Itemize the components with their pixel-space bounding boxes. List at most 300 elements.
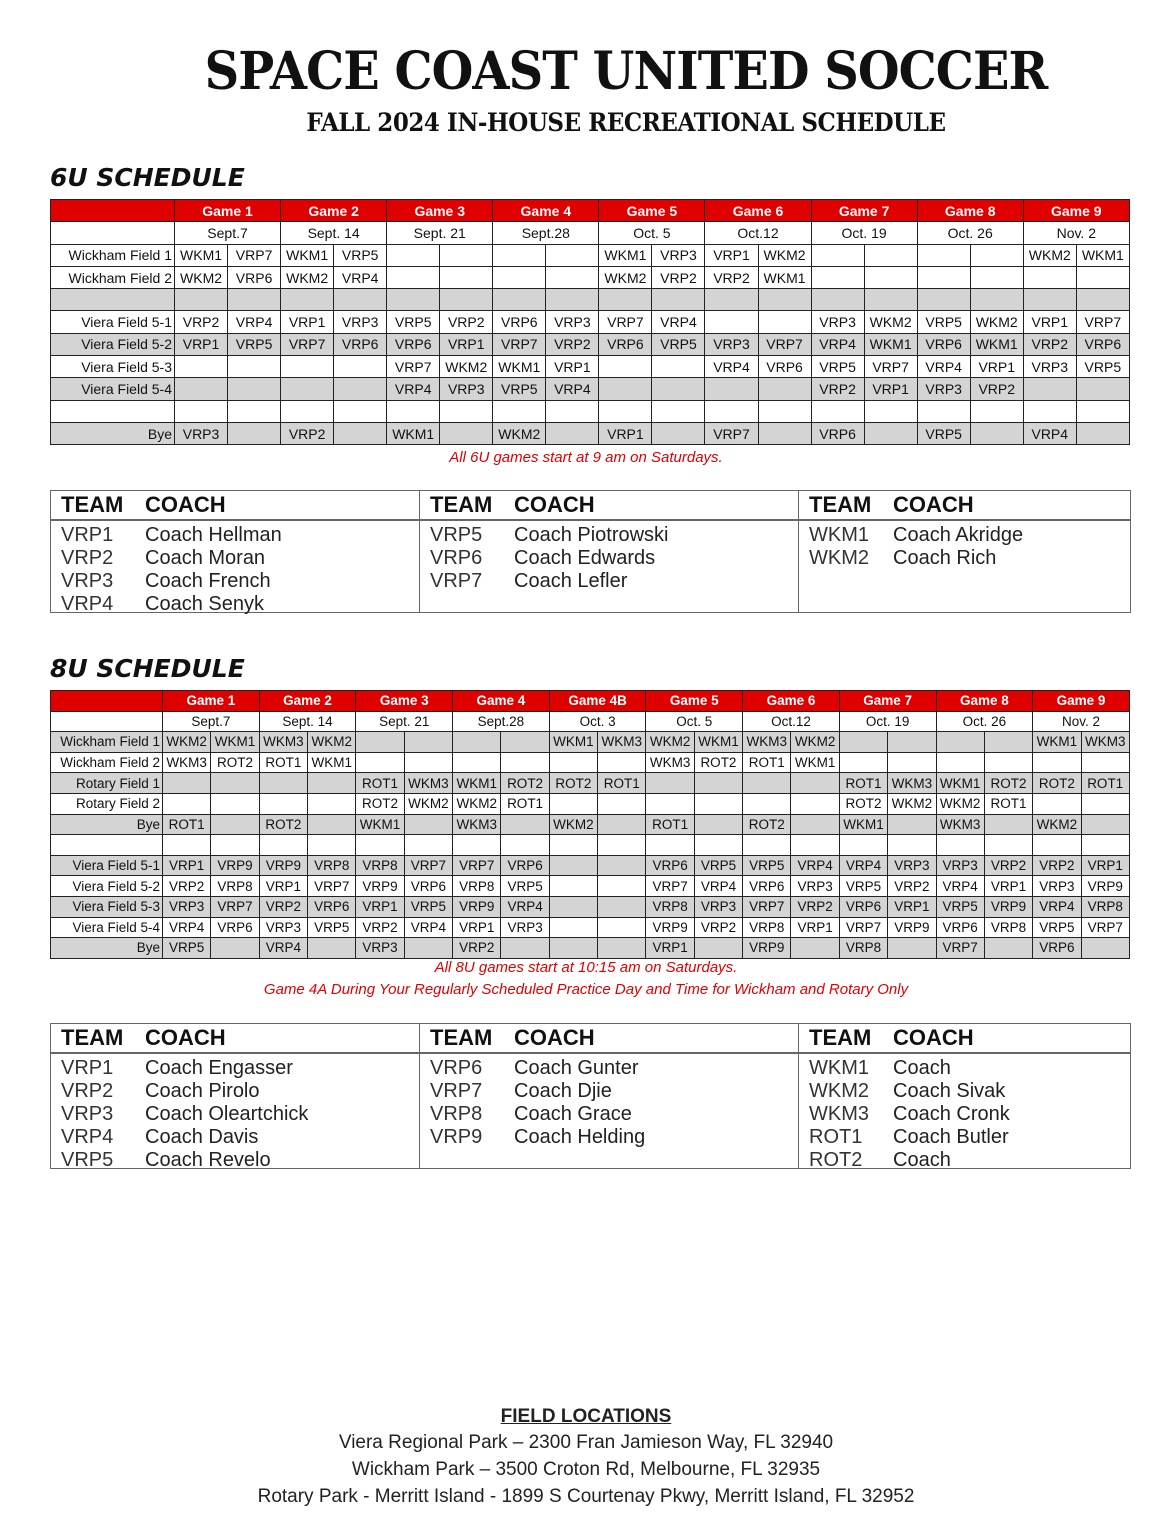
schedule-cell <box>598 917 646 938</box>
schedule-cell: ROT2 <box>839 793 887 814</box>
date-blank <box>51 222 175 244</box>
field-label: Viera Field 5-3 <box>51 356 175 378</box>
date-row <box>51 711 1130 732</box>
schedule-cell <box>1076 378 1129 400</box>
schedule-cell <box>387 289 440 311</box>
schedule-cell <box>211 938 259 959</box>
team-header: TEAM <box>61 492 124 517</box>
schedule-cell: VRP2 <box>453 938 501 959</box>
schedule-cell: WKM1 <box>549 732 597 753</box>
field-label: Viera Field 5-4 <box>51 917 163 938</box>
schedule-cell: ROT2 <box>549 773 597 794</box>
schedule-row <box>51 814 1130 835</box>
coach-column <box>420 1024 799 1168</box>
schedule-cell: VRP1 <box>175 333 228 355</box>
schedule-cell: WKM1 <box>175 244 228 266</box>
field-locations-heading: FIELD LOCATIONS <box>500 1406 672 1427</box>
schedule-cell: VRP8 <box>839 938 887 959</box>
schedule-cell: VRP4 <box>1023 422 1076 444</box>
coach-6u-table <box>50 490 1131 613</box>
schedule-cell: VRP5 <box>334 244 387 266</box>
schedule-cell <box>501 732 549 753</box>
schedule-cell: VRP6 <box>758 356 811 378</box>
coach-column <box>420 491 799 612</box>
schedule-cell <box>308 835 356 856</box>
schedule-cell: VRP2 <box>811 378 864 400</box>
field-label: Viera Field 5-4 <box>51 378 175 400</box>
schedule-cell <box>743 835 791 856</box>
schedule-cell: VRP5 <box>163 938 211 959</box>
coach-rows <box>420 1054 798 1149</box>
game-date: Sept.28 <box>453 711 550 732</box>
schedule-cell <box>440 266 493 288</box>
schedule-cell: VRP2 <box>1033 855 1081 876</box>
schedule-cell <box>888 835 936 856</box>
schedule-cell: WKM3 <box>404 773 452 794</box>
coach-name: Coach Djie <box>514 1080 612 1102</box>
coach-row <box>799 1149 1130 1172</box>
field-label: Rotary Field 2 <box>51 793 163 814</box>
game-date: Oct. 19 <box>839 711 936 732</box>
schedule-cell: VRP4 <box>228 311 281 333</box>
schedule-cell <box>453 752 501 773</box>
schedule-cell <box>308 814 356 835</box>
schedule-cell: WKM2 <box>1023 244 1076 266</box>
schedule-cell: ROT1 <box>646 814 694 835</box>
coach-column <box>799 491 1130 612</box>
header-blank <box>51 200 175 222</box>
schedule-cell: VRP6 <box>387 333 440 355</box>
schedule-cell: WKM2 <box>758 244 811 266</box>
schedule-cell <box>694 814 742 835</box>
schedule-cell <box>811 244 864 266</box>
schedule-cell: VRP1 <box>356 896 404 917</box>
schedule-cell: VRP2 <box>546 333 599 355</box>
game-date: Sept. 21 <box>356 711 453 732</box>
schedule-cell: VRP6 <box>493 311 546 333</box>
schedule-cell <box>440 422 493 444</box>
schedule-cell: VRP3 <box>356 938 404 959</box>
schedule-8u-table <box>50 690 1130 959</box>
game-date: Sept. 14 <box>281 222 387 244</box>
coach-header-label: COACH <box>893 1025 974 1050</box>
team-header: TEAM <box>809 492 872 517</box>
schedule-cell: VRP7 <box>493 333 546 355</box>
schedule-cell: VRP9 <box>888 917 936 938</box>
schedule-cell <box>917 400 970 422</box>
schedule-cell <box>228 289 281 311</box>
schedule-cell: VRP3 <box>501 917 549 938</box>
schedule-cell: VRP7 <box>281 333 334 355</box>
game-header: Game 7 <box>839 691 936 712</box>
schedule-cell: VRP5 <box>308 917 356 938</box>
schedule-cell <box>549 752 597 773</box>
schedule-cell: ROT1 <box>356 773 404 794</box>
schedule-cell <box>599 400 652 422</box>
schedule-row <box>51 917 1130 938</box>
schedule-cell <box>839 732 887 753</box>
coach-name: Coach Sivak <box>893 1080 1006 1102</box>
coach-row <box>51 1103 419 1126</box>
game-header: Game 9 <box>1023 200 1129 222</box>
schedule-cell: VRP7 <box>404 855 452 876</box>
team-code: VRP1 <box>61 1057 114 1079</box>
team-code: VRP7 <box>430 1080 483 1102</box>
schedule-row <box>51 400 1130 422</box>
schedule-cell <box>1023 266 1076 288</box>
schedule-cell: WKM1 <box>493 356 546 378</box>
field-label: Wickham Field 2 <box>51 266 175 288</box>
schedule-cell: WKM2 <box>549 814 597 835</box>
schedule-cell <box>599 289 652 311</box>
schedule-cell <box>598 896 646 917</box>
schedule-cell: VRP5 <box>228 333 281 355</box>
schedule-cell <box>917 244 970 266</box>
schedule-cell: WKM3 <box>888 773 936 794</box>
schedule-cell <box>598 793 646 814</box>
game-header: Game 6 <box>705 200 811 222</box>
schedule-cell <box>970 244 1023 266</box>
schedule-cell <box>936 835 984 856</box>
schedule-cell: WKM1 <box>839 814 887 835</box>
schedule-cell: VRP1 <box>599 422 652 444</box>
schedule-cell: VRP7 <box>839 917 887 938</box>
schedule-cell: WKM2 <box>163 732 211 753</box>
coach-name: Coach Rich <box>893 547 997 569</box>
schedule-cell: VRP2 <box>259 896 307 917</box>
schedule-cell <box>705 378 758 400</box>
schedule-cell: VRP3 <box>705 333 758 355</box>
schedule-cell <box>228 378 281 400</box>
schedule-row <box>51 378 1130 400</box>
schedule-cell <box>1023 378 1076 400</box>
game-date: Sept. 14 <box>259 711 356 732</box>
schedule-cell: ROT1 <box>839 773 887 794</box>
schedule-cell: VRP1 <box>281 311 334 333</box>
schedule-cell: WKM3 <box>453 814 501 835</box>
schedule-cell: ROT2 <box>501 773 549 794</box>
schedule-cell: VRP6 <box>839 896 887 917</box>
schedule-cell <box>404 814 452 835</box>
schedule-cell: WKM3 <box>646 752 694 773</box>
schedule-cell: VRP2 <box>791 896 839 917</box>
schedule-row <box>51 333 1130 355</box>
field-label: Bye <box>51 814 163 835</box>
schedule-cell <box>334 356 387 378</box>
schedule-cell <box>598 835 646 856</box>
schedule-cell: VRP2 <box>440 311 493 333</box>
schedule-cell <box>652 289 705 311</box>
schedule-cell: VRP7 <box>1076 311 1129 333</box>
schedule-cell: VRP3 <box>791 876 839 897</box>
schedule-cell: ROT2 <box>743 814 791 835</box>
schedule-cell: VRP2 <box>705 266 758 288</box>
coach-row <box>420 1103 798 1126</box>
schedule-cell <box>984 814 1032 835</box>
schedule-cell <box>743 793 791 814</box>
schedule-6u-note: All 6U games start at 9 am on Saturdays. <box>449 449 723 466</box>
schedule-cell <box>598 814 646 835</box>
schedule-cell <box>791 938 839 959</box>
team-code: VRP3 <box>61 570 114 592</box>
coach-row <box>420 570 798 593</box>
schedule-cell: ROT1 <box>259 752 307 773</box>
schedule-cell: VRP4 <box>1033 896 1081 917</box>
game-date: Sept.28 <box>493 222 599 244</box>
date-blank <box>51 711 163 732</box>
schedule-8u-title: 8U SCHEDULE <box>50 654 245 683</box>
schedule-cell: VRP3 <box>259 917 307 938</box>
coach-column <box>51 491 420 615</box>
team-code: WKM2 <box>809 1080 869 1102</box>
schedule-cell: VRP6 <box>917 333 970 355</box>
schedule-cell: VRP5 <box>917 422 970 444</box>
game-date: Oct.12 <box>705 222 811 244</box>
schedule-cell <box>334 289 387 311</box>
schedule-cell <box>791 814 839 835</box>
schedule-cell <box>864 244 917 266</box>
schedule-cell <box>758 311 811 333</box>
schedule-cell <box>694 773 742 794</box>
schedule-row <box>51 266 1130 288</box>
team-code: VRP2 <box>61 1080 114 1102</box>
game-header: Game 9 <box>1033 691 1130 712</box>
schedule-cell: VRP4 <box>404 917 452 938</box>
schedule-cell: VRP2 <box>970 378 1023 400</box>
schedule-cell: WKM2 <box>453 793 501 814</box>
schedule-cell: ROT1 <box>598 773 646 794</box>
schedule-cell <box>1076 400 1129 422</box>
schedule-cell <box>546 422 599 444</box>
schedule-cell <box>652 400 705 422</box>
game-header-row <box>51 691 1130 712</box>
schedule-cell <box>791 793 839 814</box>
schedule-cell: VRP5 <box>839 876 887 897</box>
schedule-cell: VRP5 <box>917 311 970 333</box>
schedule-cell <box>888 814 936 835</box>
field-label: Viera Field 5-1 <box>51 855 163 876</box>
schedule-cell: VRP7 <box>453 855 501 876</box>
schedule-cell <box>984 732 1032 753</box>
schedule-cell: ROT2 <box>259 814 307 835</box>
schedule-cell: VRP4 <box>811 333 864 355</box>
game-date: Sept.7 <box>163 711 260 732</box>
schedule-cell <box>281 400 334 422</box>
coach-row <box>51 1080 419 1103</box>
schedule-cell <box>175 378 228 400</box>
schedule-cell: VRP9 <box>356 876 404 897</box>
schedule-cell: VRP8 <box>646 896 694 917</box>
field-label: Wickham Field 1 <box>51 732 163 753</box>
schedule-cell: VRP3 <box>936 855 984 876</box>
location-line: Rotary Park - Merritt Island - 1899 S Courtenay Pkwy, Merritt Island, FL 32952 <box>257 1486 915 1507</box>
team-code: WKM1 <box>809 524 869 546</box>
schedule-cell: WKM1 <box>387 422 440 444</box>
schedule-cell <box>404 938 452 959</box>
schedule-cell <box>646 793 694 814</box>
schedule-cell: VRP8 <box>743 917 791 938</box>
schedule-cell <box>1033 835 1081 856</box>
schedule-cell <box>228 422 281 444</box>
schedule-cell <box>546 400 599 422</box>
coach-name: Coach <box>893 1057 951 1079</box>
coach-header <box>51 1024 419 1054</box>
schedule-cell: VRP3 <box>694 896 742 917</box>
coach-header <box>420 491 798 521</box>
coach-name: Coach Piotrowski <box>514 524 669 546</box>
schedule-row <box>51 896 1130 917</box>
field-label <box>51 835 163 856</box>
coach-rows <box>51 521 419 616</box>
schedule-cell <box>387 400 440 422</box>
team-code: VRP3 <box>61 1103 114 1125</box>
coach-row <box>420 547 798 570</box>
schedule-cell: VRP4 <box>791 855 839 876</box>
team-code: VRP5 <box>430 524 483 546</box>
team-code: VRP7 <box>430 570 483 592</box>
schedule-cell: VRP6 <box>646 855 694 876</box>
schedule-cell <box>791 835 839 856</box>
schedule-cell: VRP4 <box>936 876 984 897</box>
schedule-cell <box>917 289 970 311</box>
coach-name: Coach Hellman <box>145 524 282 546</box>
schedule-cell <box>404 752 452 773</box>
schedule-row <box>51 855 1130 876</box>
schedule-row <box>51 752 1130 773</box>
schedule-cell <box>743 773 791 794</box>
schedule-cell: ROT1 <box>501 793 549 814</box>
schedule-cell: VRP2 <box>984 855 1032 876</box>
schedule-cell <box>936 732 984 753</box>
schedule-cell: VRP2 <box>163 876 211 897</box>
schedule-cell: VRP3 <box>334 311 387 333</box>
schedule-cell: VRP6 <box>308 896 356 917</box>
team-header: TEAM <box>430 492 493 517</box>
header-blank <box>51 691 163 712</box>
schedule-cell: VRP9 <box>453 896 501 917</box>
schedule-cell <box>694 793 742 814</box>
schedule-cell: VRP8 <box>308 855 356 876</box>
team-header: TEAM <box>430 1025 493 1050</box>
schedule-cell: WKM2 <box>791 732 839 753</box>
schedule-cell <box>281 356 334 378</box>
schedule-cell <box>758 289 811 311</box>
schedule-cell: VRP1 <box>259 876 307 897</box>
schedule-cell: VRP5 <box>811 356 864 378</box>
game-date: Oct. 5 <box>599 222 705 244</box>
coach-row <box>51 1126 419 1149</box>
schedule-cell: VRP9 <box>984 896 1032 917</box>
schedule-cell: WKM1 <box>1076 244 1129 266</box>
schedule-cell <box>1023 400 1076 422</box>
schedule-cell: WKM2 <box>936 793 984 814</box>
game-header: Game 3 <box>387 200 493 222</box>
schedule-cell <box>356 835 404 856</box>
schedule-cell: VRP4 <box>163 917 211 938</box>
game-date: Oct. 26 <box>917 222 1023 244</box>
schedule-cell: VRP7 <box>864 356 917 378</box>
schedule-cell: VRP6 <box>1076 333 1129 355</box>
schedule-cell <box>175 400 228 422</box>
schedule-cell <box>501 835 549 856</box>
schedule-cell <box>917 266 970 288</box>
schedule-cell: VRP3 <box>811 311 864 333</box>
coach-name: Coach Moran <box>145 547 266 569</box>
coach-8u-table <box>50 1023 1131 1169</box>
schedule-cell: VRP2 <box>281 422 334 444</box>
schedule-cell: VRP2 <box>356 917 404 938</box>
schedule-cell: WKM3 <box>936 814 984 835</box>
game-header: Game 3 <box>356 691 453 712</box>
coach-name: Coach Pirolo <box>145 1080 260 1102</box>
schedule-cell: VRP1 <box>546 356 599 378</box>
schedule-cell: VRP1 <box>888 896 936 917</box>
schedule-cell: VRP6 <box>936 917 984 938</box>
schedule-cell: VRP8 <box>1081 896 1129 917</box>
coach-row <box>51 593 419 616</box>
schedule-cell: WKM1 <box>308 752 356 773</box>
schedule-cell <box>970 422 1023 444</box>
schedule-cell <box>501 938 549 959</box>
schedule-cell <box>970 266 1023 288</box>
schedule-cell <box>652 378 705 400</box>
schedule-cell: ROT1 <box>984 793 1032 814</box>
schedule-cell: ROT2 <box>984 773 1032 794</box>
schedule-cell: WKM3 <box>743 732 791 753</box>
schedule-cell: VRP8 <box>211 876 259 897</box>
schedule-cell <box>1023 289 1076 311</box>
schedule-cell <box>888 752 936 773</box>
coach-row <box>799 1057 1130 1080</box>
schedule-cell: VRP7 <box>387 356 440 378</box>
schedule-cell: VRP2 <box>175 311 228 333</box>
field-label: Wickham Field 1 <box>51 244 175 266</box>
game-header: Game 4B <box>549 691 646 712</box>
team-code: VRP8 <box>430 1103 483 1125</box>
schedule-cell: ROT2 <box>356 793 404 814</box>
schedule-cell <box>453 732 501 753</box>
schedule-cell: ROT2 <box>211 752 259 773</box>
schedule-cell: VRP8 <box>453 876 501 897</box>
schedule-cell: VRP5 <box>404 896 452 917</box>
schedule-cell: VRP4 <box>917 356 970 378</box>
schedule-cell: VRP5 <box>493 378 546 400</box>
field-label <box>51 400 175 422</box>
schedule-cell: VRP5 <box>387 311 440 333</box>
game-header: Game 8 <box>917 200 1023 222</box>
schedule-cell <box>259 793 307 814</box>
schedule-cell: VRP4 <box>387 378 440 400</box>
game-header: Game 4 <box>453 691 550 712</box>
coach-row <box>799 1080 1130 1103</box>
coach-header <box>420 1024 798 1054</box>
schedule-cell <box>758 378 811 400</box>
coach-row <box>799 1103 1130 1126</box>
schedule-cell <box>549 938 597 959</box>
schedule-cell <box>493 400 546 422</box>
schedule-cell: VRP7 <box>599 311 652 333</box>
coach-name: Coach Akridge <box>893 524 1024 546</box>
team-code: WKM2 <box>809 547 869 569</box>
schedule-cell: VRP6 <box>599 333 652 355</box>
game-header: Game 6 <box>743 691 840 712</box>
game-date: Sept. 21 <box>387 222 493 244</box>
schedule-cell <box>839 752 887 773</box>
schedule-cell: VRP4 <box>652 311 705 333</box>
page-title: SPACE COAST UNITED SOCCER <box>204 41 1048 102</box>
coach-header-label: COACH <box>514 492 595 517</box>
team-code: VRP2 <box>61 547 114 569</box>
